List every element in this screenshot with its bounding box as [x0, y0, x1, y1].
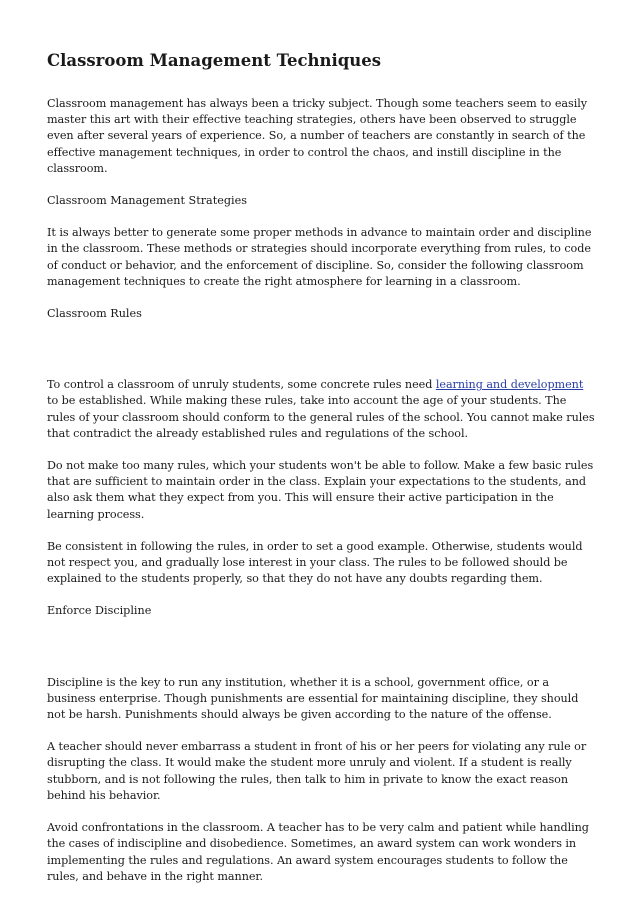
section-heading-discipline: Enforce Discipline	[47, 604, 152, 618]
strategies-paragraph: It is always better to generate some proper methods in advance to maintain order and discipline in the classroom. These methods or strategies should incorporate everything from rules, to code of conduct or behavior, and the enforcement of discipline. So, consider the following classroom management techniques to create the right atmosphere for learning in a classroom.	[47, 226, 592, 288]
image-placeholder-gap	[47, 338, 595, 377]
image-placeholder-gap-2	[47, 636, 595, 675]
intro-paragraph: Classroom management has always been a tricky subject. Though some teachers seem to easily master this art with their effective teaching strategies, others have been observed to struggle even after several years of experience. So, a number of teachers are constantly in search of the effective management techniques, in order to control the chaos, and instill discipline in the classroom.	[47, 97, 588, 175]
section-heading-rules: Classroom Rules	[47, 307, 142, 321]
learning-and-development-link[interactable]: learning and development	[435, 378, 584, 392]
document-title: Classroom Management Techniques	[47, 51, 382, 70]
discipline-paragraph-3: Avoid confrontations in the classroom. A teacher has to be very calm and patient while handling the cases of indiscipline and disobedience. Sometimes, an award system can work wonders in implementing the rules and regulations. An award system encourages students to follow the rules, and behave in the right manner.	[47, 821, 589, 883]
rules-paragraph-1-text-before: To control a classroom of unruly students, some concrete rules need	[47, 378, 436, 392]
rules-paragraph-2: Do not make too many rules, which your students won't be able to follow. Make a few basic rules that are sufficient to maintain order in the class. Explain your expectations to the students, and also ask them what they expect from you. This will ensure their active participation in the learning process.	[47, 459, 594, 521]
section-heading-strategies: Classroom Management Strategies	[47, 194, 247, 208]
rules-paragraph-3: Be consistent in following the rules, in order to set a good example. Otherwise, students would not respect you, and gradually lose interest in your class. The rules to be followed should be explained to the students properly, so that they do not have any doubts regarding them.	[47, 539, 583, 586]
document-page	[47, 50, 595, 901]
discipline-paragraph-2: A teacher should never embarrass a student in front of his or her peers for violating any rule or disrupting the class. It would make the student more unruly and violent. If a student is really stubborn, and is not following the rules, then talk to him in private to know the exact reason behind his behavior.	[47, 740, 587, 802]
rules-paragraph-1	[47, 377, 595, 442]
rules-paragraph-1-text-after: to be established. While making these rules, take into account the age of your students. The rules of your classroom should conform to the general rules of the school. You cannot make rules that contradict the already established rules and regulations of the school.	[47, 394, 595, 440]
discipline-paragraph-1: Discipline is the key to run any institution, whether it is a school, government office, or a business enterprise. Though punishments are essential for maintaining discipline, they should not be harsh. Punishments should always be given according to the nature of the offense.	[47, 675, 579, 722]
